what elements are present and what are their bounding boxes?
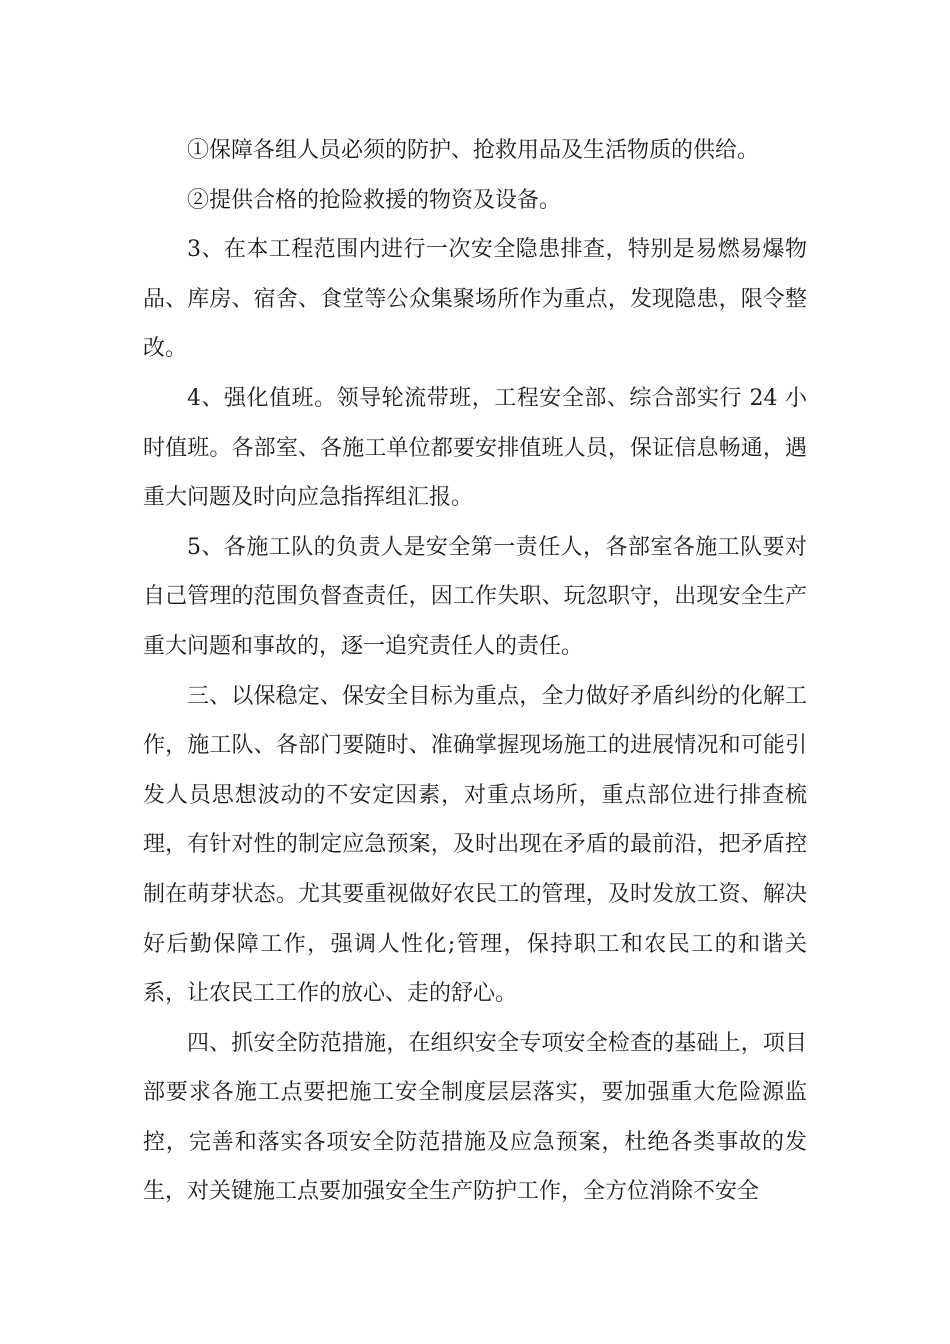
paragraph-hazard-inspection: 3、在本工程范围内进行一次安全隐患排查，特别是易燃易爆物品、库房、宿舍、食堂等公众集聚场所作为重点，发现隐患，限令整改。 [143,237,807,362]
paragraph-stability: 三、以保稳定、保安全目标为重点，全力做好矛盾纠纷的化解工作，施工队、各部门要随时、准确掌握现场施工的进展情况和可能引发人员思想波动的不安定因素，对重点场所，重点部位进行排查梳理，有针对性的制定应急预案，及时出现在矛盾的最前沿，把矛盾控制在萌芽状态。尤其要重视做好农民工的管理，及时发放工资、解决好后勤保障工作，强调人性化;管理，保持职工和农民工的和谐关系，让农民工工作的放心、走的舒心。 [143,683,807,1007]
paragraph-responsibility: 5、各施工队的负责人是安全第一责任人，各部室各施工队要对自己管理的范围负督查责任，因工作失职、玩忽职守，出现安全生产重大问题和事故的，逐一追究责任人的责任。 [143,534,807,659]
paragraph-duty-shift: 4、强化值班。领导轮流带班，工程安全部、综合部实行 24 小时值班。各部室、各施工单位都要安排值班人员，保证信息畅通，遇重大问题及时向应急指挥组汇报。 [143,385,807,511]
paragraph-equipment: ②提供合格的抢险救援的物资及设备。 [187,187,562,213]
document-body [143,126,807,1217]
paragraph-supplies: ①保障各组人员必须的防护、抢救用品及生活物质的供给。 [187,138,760,163]
paragraph-safety-measures: 四、抓安全防范措施，在组织安全专项安全检查的基础上，项目部要求各施工点要把施工安全制度层层落实，要加强重大危险源监控，完善和落实各项安全防范措施及应急预案，杜绝各类事故的发生，对关键施工点要加强安全生产防护工作，全方位消除不安全 [143,1030,807,1205]
